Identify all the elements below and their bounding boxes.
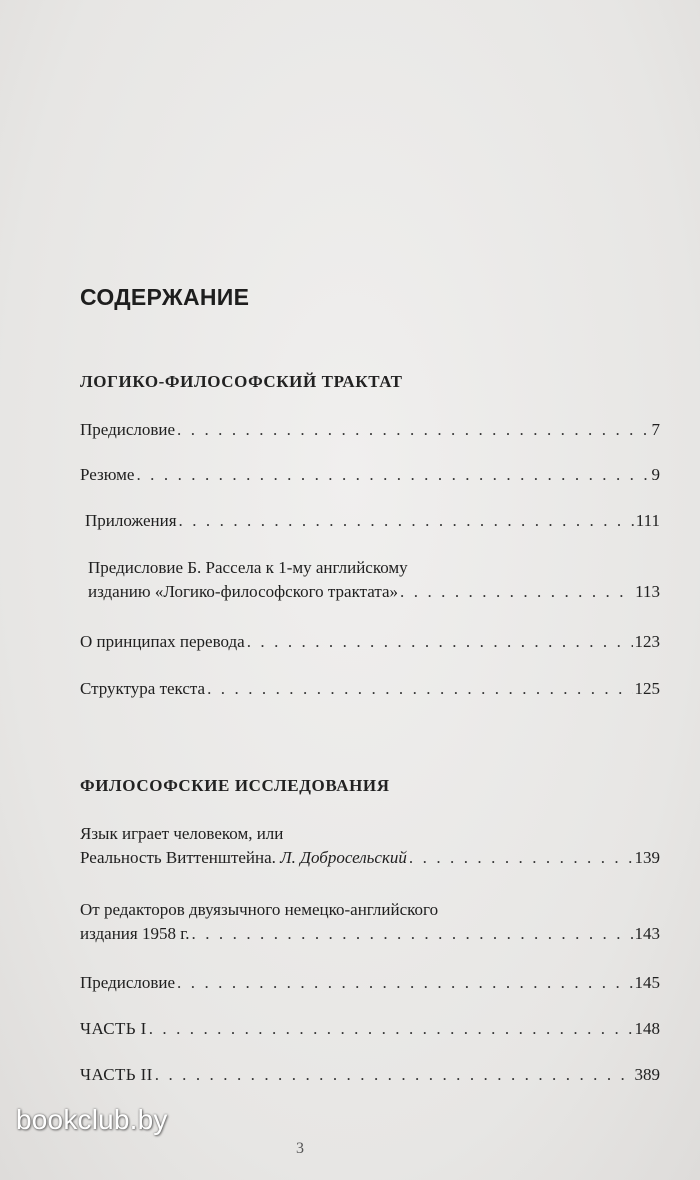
- toc-entry-line1: Предисловие Б. Рассела к 1-му английскому: [88, 558, 408, 577]
- toc-entry-label: О принципах перевода: [80, 632, 245, 651]
- toc-entry-page: 9: [651, 465, 660, 484]
- toc-entry-label: ЧАСТЬ II: [80, 1065, 153, 1084]
- toc-entry: [80, 677, 660, 701]
- toc-entry-page: 145: [634, 973, 660, 992]
- toc-entry-page: 148: [634, 1019, 660, 1038]
- toc-entry-page: 389: [634, 1065, 660, 1084]
- toc-entry: [80, 898, 660, 946]
- toc-entry: [80, 463, 660, 487]
- toc-entry: [80, 822, 660, 870]
- toc-entry-page: 111: [635, 511, 660, 530]
- leader-dots: [136, 463, 649, 487]
- toc-entry-line1: Язык играет человеком, или: [80, 824, 284, 843]
- toc-entry: [80, 509, 660, 533]
- toc-entry-label: Приложения: [85, 511, 177, 530]
- page-title: СОДЕРЖАНИЕ: [80, 284, 250, 310]
- toc-entry-label: Резюме: [80, 465, 135, 484]
- section-title-investigations: ФИЛОСОФСКИЕ ИССЛЕДОВАНИЯ: [80, 776, 390, 795]
- toc-entry-label: издания 1958 г.: [80, 924, 190, 943]
- toc-entry: [80, 556, 660, 604]
- toc-entry: [80, 971, 660, 995]
- leader-dots: [155, 1063, 633, 1087]
- toc-entry-label-text: Реальность Виттенштейна.: [80, 848, 276, 867]
- leader-dots: [400, 580, 633, 604]
- toc-entry-label: Предисловие: [80, 420, 176, 439]
- leader-dots: [192, 922, 633, 946]
- toc-entry: [80, 1017, 660, 1041]
- toc-entry: [80, 1063, 660, 1087]
- toc-entry-page: 143: [634, 924, 660, 943]
- toc-entry-page: 139: [634, 848, 660, 867]
- toc-entry-page: 113: [635, 582, 660, 601]
- leader-dots: [247, 630, 633, 654]
- toc-entry-label: изданию «Логико-философского трактата»: [88, 582, 399, 601]
- leader-dots: [177, 971, 632, 995]
- stray-mark: 3: [296, 1140, 304, 1157]
- section-title-tractatus: ЛОГИКО-ФИЛОСОФСКИЙ ТРАКТАТ: [80, 372, 403, 391]
- toc-entry-page: 125: [634, 679, 660, 698]
- toc-entry-author: Л. Добросельский: [280, 848, 407, 867]
- toc-entry-page: 7: [651, 420, 660, 439]
- toc-entry: [80, 418, 660, 442]
- leader-dots: [409, 846, 633, 870]
- leader-dots: [177, 418, 649, 442]
- leader-dots: [207, 677, 632, 701]
- toc-entry: [80, 630, 660, 654]
- toc-entry-page: 123: [634, 632, 660, 651]
- leader-dots: [149, 1017, 633, 1041]
- site-watermark: bookclub.by: [16, 1104, 168, 1135]
- toc-entry-label: Структура текста: [80, 679, 206, 698]
- toc-entry-label: [80, 846, 407, 870]
- toc-entry-label: Предисловие: [80, 973, 176, 992]
- toc-entry-line1: От редакторов двуязычного немецко-английского: [80, 900, 439, 919]
- leader-dots: [179, 509, 634, 533]
- toc-entry-label: ЧАСТЬ I: [80, 1019, 147, 1038]
